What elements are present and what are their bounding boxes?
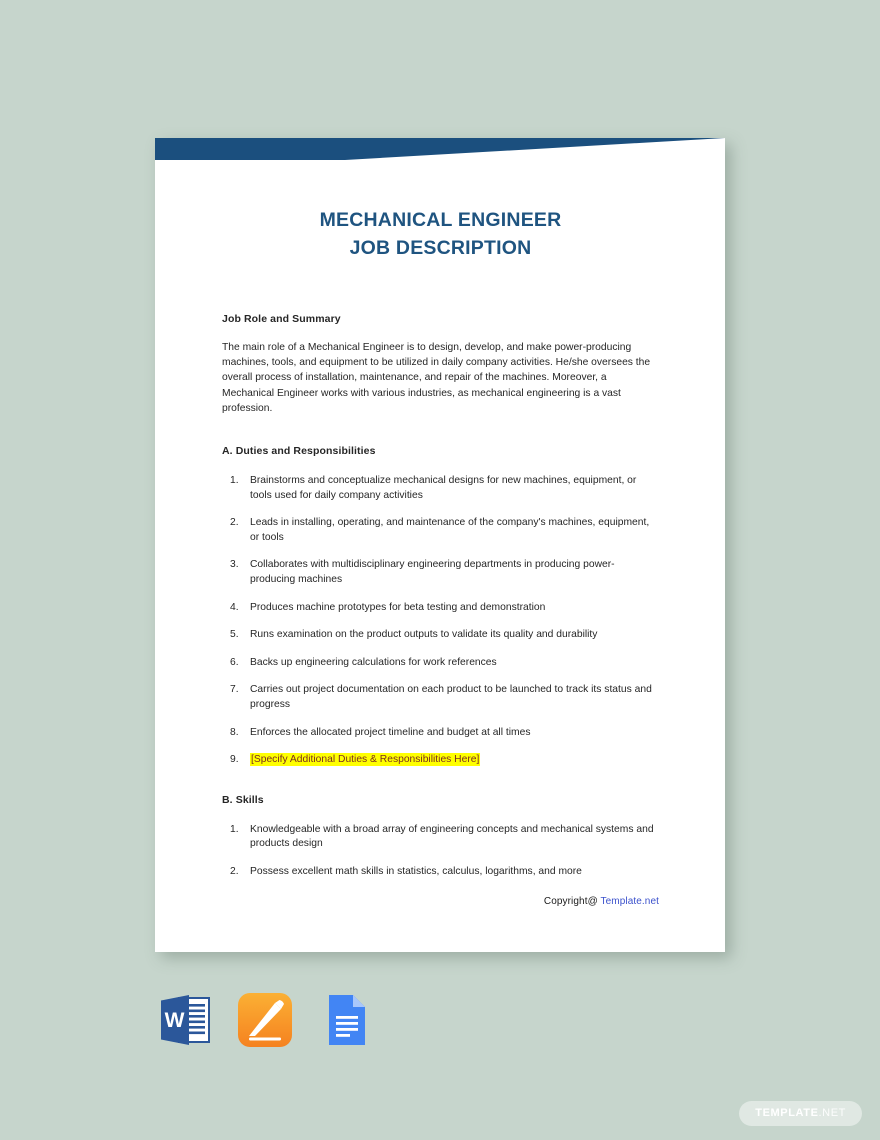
list-item-number: 1.	[230, 475, 239, 487]
list-item-text: [Specify Additional Duties & Responsibilities Here]	[251, 754, 480, 766]
spacer	[222, 457, 659, 474]
skills-list	[222, 823, 659, 880]
list-item-text: Enforces the allocated project timeline and budget at all times	[250, 726, 531, 738]
summary-paragraph: The main role of a Mechanical Engineer is to design, develop, and make power-producing machines, tools, and equipment to be utilized in daily company activities. He/she oversees the overall process of installation, maintenance, and repair of the machines. Moreover, a Mechanical Engineer works with various industries, as mechanical engineering is a vast profession.	[222, 342, 651, 414]
list-item-text: Leads in installing, operating, and maintenance of the company's machines, equipment, or tools	[250, 517, 650, 543]
list-item-text: Produces machine prototypes for beta testing and demonstration	[250, 601, 546, 613]
watermark-badge	[739, 1101, 862, 1126]
list-item	[222, 656, 659, 671]
list-item-text: Backs up engineering calculations for work references	[250, 656, 497, 668]
spacer	[222, 325, 659, 340]
watermark-bold-text: TEMPLATE	[755, 1107, 819, 1119]
watermark-light-text: .NET	[818, 1107, 846, 1119]
pages-icon[interactable]	[235, 990, 295, 1050]
list-item	[222, 628, 659, 643]
list-item	[222, 558, 659, 587]
spacer	[222, 416, 659, 445]
list-item-text: Runs examination on the product outputs to validate its quality and durability	[250, 629, 598, 641]
duties-heading: A. Duties and Responsibilities	[222, 445, 376, 458]
copyright-line	[222, 896, 659, 907]
list-item-number: 2.	[230, 517, 239, 529]
spacer	[222, 262, 659, 313]
document-page-container	[155, 138, 725, 952]
list-item	[222, 865, 659, 880]
list-item-number: 3.	[230, 559, 239, 571]
list-item-number: 1.	[230, 823, 239, 835]
word-icon[interactable]	[155, 990, 215, 1050]
list-item	[222, 601, 659, 616]
summary-heading: Job Role and Summary	[222, 313, 341, 325]
header-banner-decoration	[155, 138, 725, 160]
list-item-text: Collaborates with multidisciplinary engineering departments in producing power-producing machines	[250, 559, 615, 585]
document-content	[222, 206, 659, 907]
file-format-icons	[155, 988, 415, 1052]
list-item-number: 8.	[230, 726, 239, 738]
list-item-number: 4.	[230, 601, 239, 613]
duties-list	[222, 474, 659, 768]
template-net-link[interactable]: Template.net	[600, 895, 659, 907]
list-item-text: Carries out project documentation on each product to be launched to track its status and progress	[250, 684, 652, 710]
title-line-1: MECHANICAL ENGINEER	[319, 209, 562, 231]
svg-text:W: W	[164, 1009, 185, 1032]
document-page	[155, 138, 725, 952]
list-item-text: Knowledgeable with a broad array of engineering concepts and mechanical systems and products design	[250, 823, 654, 850]
list-item-number: 9.	[230, 754, 239, 766]
list-item-text: Brainstorms and conceptualize mechanical designs for new machines, equipment, or tools used for daily company activities	[250, 475, 637, 501]
list-item	[222, 683, 659, 712]
copyright-prefix: Copyright@	[543, 895, 598, 907]
list-item-number: 5.	[230, 629, 239, 641]
skills-heading: B. Skills	[222, 793, 264, 806]
spacer	[222, 880, 659, 896]
list-item-number: 2.	[230, 865, 239, 877]
page-title	[222, 206, 659, 262]
list-item	[222, 474, 659, 503]
list-item-number: 7.	[230, 684, 239, 696]
title-line-2: JOB DESCRIPTION	[349, 237, 532, 259]
list-item	[222, 823, 659, 852]
list-item	[222, 516, 659, 545]
list-item-text: Possess excellent math skills in statistics, calculus, logarithms, and more	[250, 865, 582, 877]
list-item	[222, 726, 659, 741]
list-item	[222, 753, 659, 768]
list-item-number: 6.	[230, 656, 239, 668]
spacer	[222, 806, 659, 823]
google-docs-icon[interactable]	[315, 990, 375, 1050]
spacer	[222, 768, 659, 794]
